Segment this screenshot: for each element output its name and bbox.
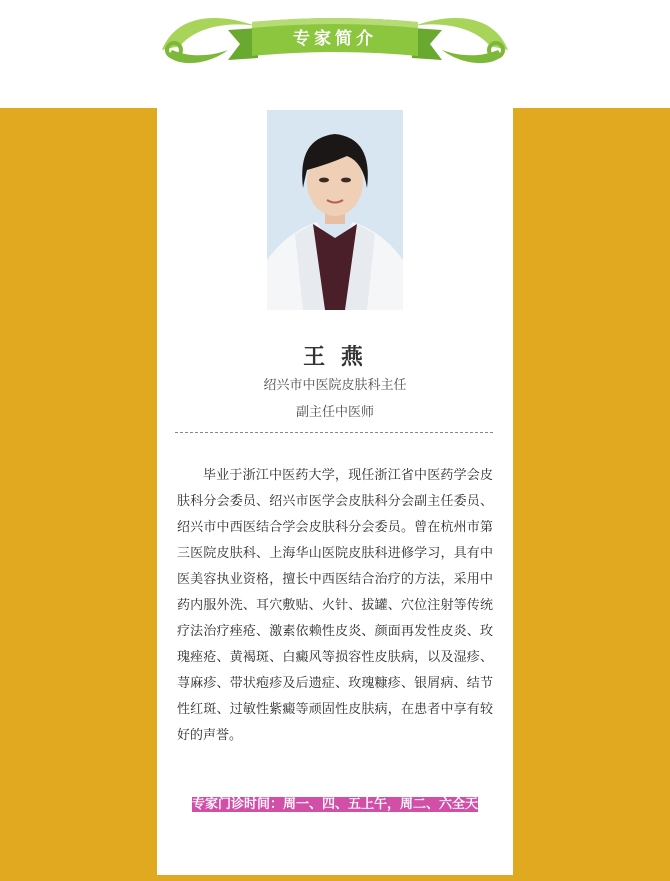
header-banner [0, 0, 670, 108]
doctor-biography: 毕业于浙江中医药大学，现任浙江省中医药学会皮肤科分会委员、绍兴市医学会皮肤科分会副主任委员、绍兴市中西医结合学会皮肤科分会委员。曾在杭州市第三医院皮肤科、上海华山医院皮肤科进修学习，具有中医美容执业资格，擅长中西医结合治疗的方法，采用中药内服外洗、耳穴敷贴、火针、拔罐、穴位注射等传统疗法治疗痤疮、激素依赖性皮炎、颜面再发性皮炎、玫瑰痤疮、黄褐斑、白癜风等损容性皮肤病，以及湿疹、荨麻疹、带状疱疹及后遗症、玫瑰糠疹、银屑病、结节性红斑、过敏性紫癜等顽固性皮肤病，在患者中享有较好的声誉。 [177, 468, 493, 743]
doctor-rank: 副主任中医师 [295, 405, 374, 420]
doctor-position: 绍兴市中医院皮肤科主任 [263, 378, 407, 393]
clinic-hours [181, 792, 489, 818]
banner-title: 专家简介 [293, 29, 377, 49]
dashed-divider [175, 432, 493, 433]
expert-card [157, 108, 513, 875]
doctor-photo [267, 110, 403, 310]
clinic-hours-text: 专家门诊时间：周一、四、五上午，周二、六全天 [191, 797, 478, 812]
doctor-portrait-icon [267, 110, 403, 310]
doctor-name: 王 燕 [303, 345, 367, 370]
